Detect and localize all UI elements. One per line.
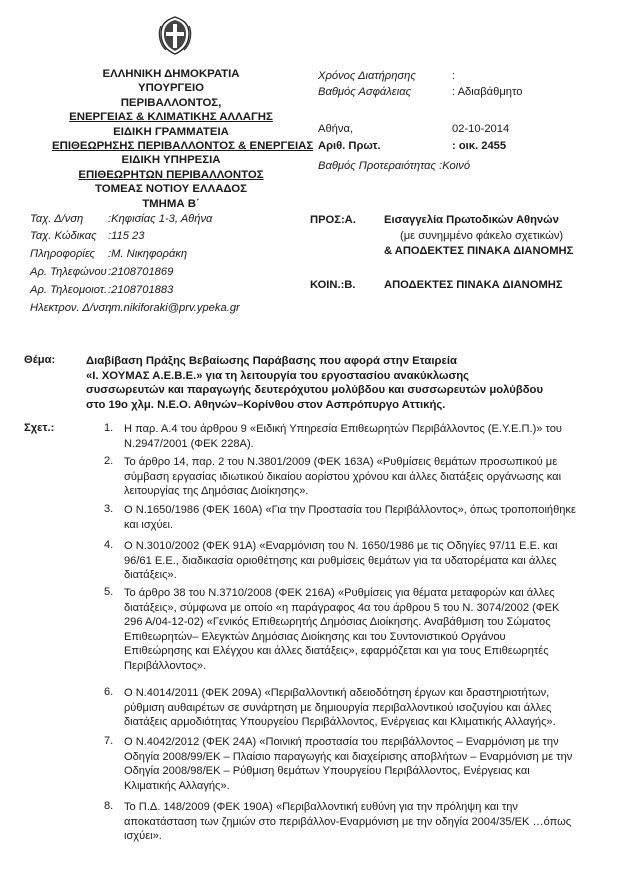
contact-label: Πληροφορίες: [30, 248, 95, 260]
header-line: ΕΙΔΙΚΗ ΓΡΑΜΜΑΤΕΙΑ: [113, 125, 229, 138]
ref-number: 5.: [104, 586, 114, 598]
ref-number: 1.: [104, 422, 114, 434]
contact-value: :2108701869: [108, 266, 174, 278]
ref-number: 8.: [104, 800, 114, 812]
ref-line: Το άρθρο 14, παρ. 2 του Ν.3801/2009 (ΦΕΚ 163Α) «Ρυθμίσεις θεμάτων προσωπικού με: [124, 456, 558, 468]
header-line: ΤΜΗΜΑ Β΄: [142, 197, 200, 210]
ref-line: Ο Ν.1650/1986 (ΦΕΚ 160Α) «Για την Προστασία του Περιβάλλοντος», όπως τροποποιήθηκε: [124, 504, 576, 516]
protocol-label: Αριθ. Πρωτ.: [318, 140, 381, 152]
priority: Βαθμός Προτεραιότητας :Κοινό: [318, 160, 471, 172]
retention-label: Χρόνος Διατήρησης: [318, 70, 416, 82]
header-line: ΠΕΡΙΒΑΛΛΟΝΤΟΣ,: [120, 96, 222, 109]
ref-line: Ν.2947/2001 (ΦΕΚ 228Α).: [124, 437, 254, 450]
ref-number: 6.: [104, 686, 114, 698]
ref-line: Επιθεωρητών– Ελεγκτών Δημόσιας Διοίκησης και του Συντονιστικού Οργάνου: [124, 630, 506, 643]
contact-value: :2108701883: [108, 284, 174, 296]
header-line: ΕΛΛΗΝΙΚΗ ΔΗΜΟΚΡΑΤΙΑ: [102, 68, 240, 80]
to-recipient: Εισαγγελία Πρωτοδικών Αθηνών: [384, 214, 559, 226]
ref-line: 96/61 Ε.Ε., διαδικασία οριοθέτησης και ρυθμίσεις θεμάτων για τα υδατορέματα και άλλες: [124, 554, 557, 567]
ref-item: [124, 539, 614, 583]
ref-line: Ο Ν.4014/2011 (ΦΕΚ 209Α) «Περιβαλλοντική αδειοδότηση έργων και δραστηριοτήτων,: [124, 687, 550, 699]
contact-value: :Μ. Νικηφοράκη: [108, 248, 188, 260]
ref-line: διατάξεις».: [124, 569, 177, 582]
security-value: : Αδιαβάθμητο: [452, 86, 523, 98]
ref-item: [124, 686, 614, 730]
ref-line: Οδηγία 2008/98/ΕΚ – Ρύθμιση θεμάτων Υπουργείου Περιβάλλοντος, Ενέργειας και: [124, 765, 530, 778]
ref-item: [124, 503, 614, 532]
ref-item: [124, 586, 614, 674]
ref-line: Ο Ν.3010/2002 (ΦΕΚ 91Α) «Εναρμόνιση του Ν. 1650/1986 με τις Οδηγίες 97/11 Ε.Ε. και: [124, 540, 558, 552]
issuer-header: [52, 67, 314, 211]
ref-line: διατάξεις», σύμφωνα με οποίο «η παράγραφος 4α του άρθρου 5 του Ν. 3074/2002 (ΦΕΚ: [124, 601, 560, 614]
ref-line: 296 Α/04-12-02) «Γενικός Επιθεωρητής Δημόσιας Διοίκησης. Αναβάθμιση του Σώματος: [124, 616, 551, 629]
contact-value: :115 23: [108, 230, 145, 242]
ref-line: Κλιματικής Αλλαγής».: [124, 779, 230, 792]
cc-label: ΚΟΙΝ.:Β.: [310, 279, 356, 291]
ref-line: Η παρ. Α.4 του άρθρου 9 «Ειδική Υπηρεσία Επιθεωρητών Περιβάλλοντος (Ε.Υ.Ε.Π.)» του: [124, 423, 562, 435]
ref-number: 7.: [104, 735, 114, 747]
ref-line: Οδηγία 2008/99/ΕΚ – Πλαίσιο παραγωγής και διαχείρισης αποβλήτων – Εναρμόνιση με την: [124, 750, 573, 763]
subject-line: Διαβίβαση Πράξης Βεβαίωσης Παράβασης που αφορά στην Εταιρεία: [86, 355, 457, 367]
ref-item: [124, 455, 614, 499]
ref-number: 3.: [104, 503, 114, 515]
ref-line: Ο Ν.4042/2012 (ΦΕΚ 24Α) «Ποινική προστασία του περιβάλλοντος – Εναρμόνιση με την: [124, 736, 559, 748]
ref-line: Το Π.Δ. 148/2009 (ΦΕΚ 190Α) «Περιβαλλοντική ευθύνη για την πρόληψη και την: [124, 801, 518, 813]
contact-label: Ταχ. Κώδικας: [30, 230, 97, 242]
protocol-value: : οικ. 2455: [452, 140, 507, 152]
greek-coat-of-arms-icon: [158, 14, 192, 56]
subject-line: «Ι. ΧΟΥΜΑΣ Α.Ε.Β.Ε.» για τη λειτουργία του εργοστασίου ανακύκλωσης: [86, 369, 470, 382]
ref-item: [124, 422, 614, 451]
refs-label: Σχετ.:: [24, 422, 55, 434]
date: 02-10-2014: [452, 123, 510, 135]
subject-line: συσσωρευτών και παραγωγής δευτερόχυτου μολύβδου και συσσωρευτών μολύβδου: [86, 384, 544, 397]
ref-line: διατάξεις αρμοδιότητας Υπουργείου Περιβάλλοντος, Ενέργειας και Κλιματικής Αλλαγής».: [124, 716, 556, 729]
ref-line: Περιβάλλοντος».: [124, 659, 207, 672]
header-line: ΕΠΙΘΕΩΡΗΣΗΣ ΠΕΡΙΒΑΛΛΟΝΤΟΣ & ΕΝΕΡΓΕΙΑΣ: [52, 140, 314, 153]
contact-label: Αρ. Τηλεομοιοτ.: [30, 284, 108, 296]
contact-label: Ταχ. Δ/νση: [30, 213, 84, 225]
to-extra: & ΑΠΟΔΕΚΤΕΣ ΠΙΝΑΚΑ ΔΙΑΝΟΜΗΣ: [384, 245, 574, 257]
retention-value: :: [452, 70, 456, 82]
ref-line: σύμβαση εργασίας ιδιωτικού δικαίου αορίστου χρόνου και άλλες διατάξεις οργάνωσης και: [124, 470, 562, 483]
ref-line: ρύθμιση αυθαιρέτων σε συνάρτηση με δημιουργία περιβαλλοντικού ισοζυγίου και άλλες: [124, 701, 552, 714]
to-note: (με συνημμένο φάκελο σχετικών): [400, 230, 564, 242]
ref-item: [124, 800, 614, 844]
contact-label: Ηλεκτρον. Δ/νση: [30, 302, 112, 314]
ref-line: Επιθεώρησης και Ελέγχου και άλλες διατάξεις», εφαρμόζεται και για τους Επιθεωρητές: [124, 645, 549, 658]
header-line: ΕΙΔΙΚΗ ΥΠΗΡΕΣΙΑ: [121, 154, 221, 167]
place: Αθήνα,: [318, 123, 354, 135]
cc-recipient: ΑΠΟΔΕΚΤΕΣ ΠΙΝΑΚΑ ΔΙΑΝΟΜΗΣ: [384, 279, 563, 291]
email-value: :m.nikiforaki@prv.ypeka.gr: [108, 302, 240, 314]
ref-line: ισχύει».: [124, 830, 162, 843]
header-line: ΕΠΙΘΕΩΡΗΤΩΝ ΠΕΡΙΒΑΛΛΟΝΤΟΣ: [78, 168, 264, 181]
ref-line: Το άρθρο 38 του Ν.3710/2008 (ΦΕΚ 216Α) «Ρυθμίσεις για θέματα μεταφορών και άλλες: [124, 587, 555, 599]
header-line: ΤΟΜΕΑΣ ΝΟΤΙΟΥ ΕΛΛΑΔΟΣ: [94, 183, 248, 196]
subject-text: [86, 354, 604, 412]
security-label: Βαθμός Ασφάλειας: [318, 86, 412, 98]
contact-value: :Κηφισίας 1-3, Αθήνα: [108, 213, 213, 225]
ref-line: λειτουργίας της Δημόσιας Διοίκησης».: [124, 485, 309, 498]
header-line: ΥΠΟΥΡΓΕΙΟ: [137, 82, 205, 95]
ref-line: και ισχύει.: [124, 518, 174, 531]
subject-line: στο 19ο χλμ. Ν.Ε.Ο. Αθηνών–Κορίνθου στον Ασπρόπυργο Αττικής.: [86, 398, 446, 411]
ref-item: [124, 735, 614, 793]
header-line: ΕΝΕΡΓΕΙΑΣ & ΚΛΙΜΑΤΙΚΗΣ ΑΛΛΑΓΗΣ: [69, 111, 273, 124]
subject-label: Θέμα:: [24, 354, 56, 366]
to-label: ΠΡΟΣ:Α.: [310, 214, 356, 226]
ref-number: 4.: [104, 539, 114, 551]
ref-number: 2.: [104, 455, 114, 467]
contact-label: Αρ. Τηλεφώνου: [30, 266, 107, 278]
ref-line: αποκατάσταση των ζημιών στο περιβάλλον-Εναρμόνιση με την οδηγία 2004/35/ΕΚ …όπως: [124, 815, 572, 828]
